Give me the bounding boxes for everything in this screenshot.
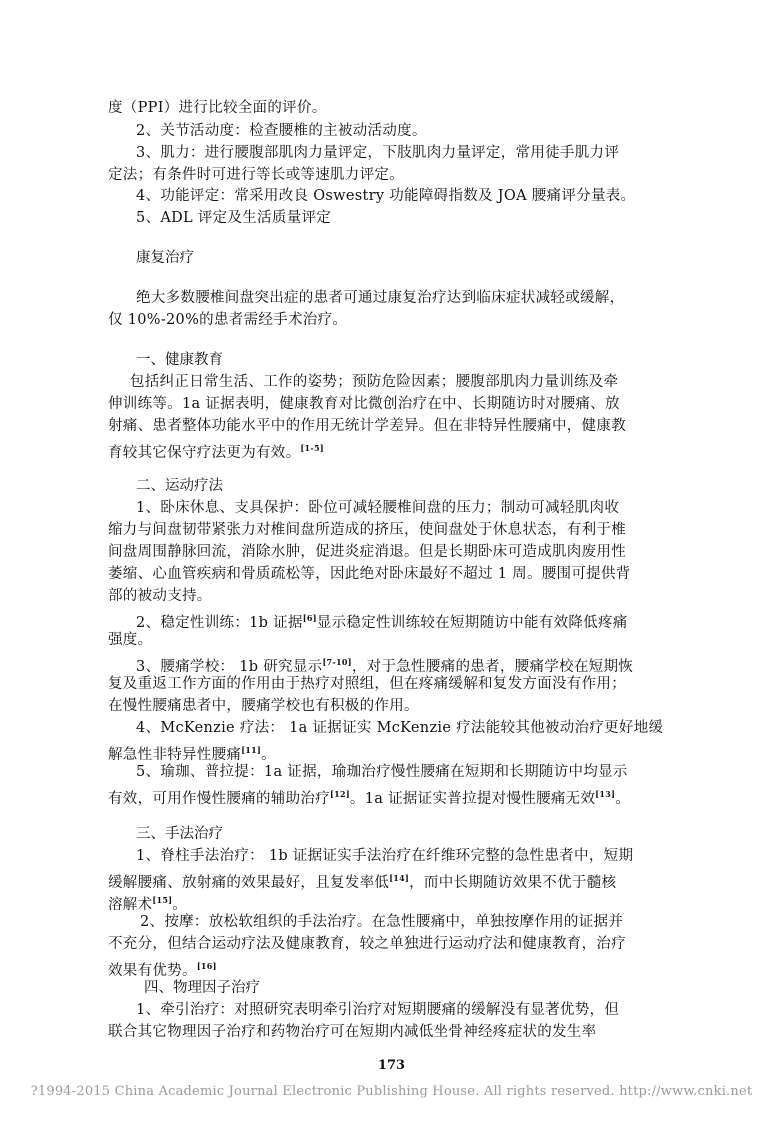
- text-line: 度（PPI）进行比较全面的评价。: [108, 100, 327, 116]
- section-heading-manual-therapy: 三、手法治疗: [136, 826, 223, 842]
- text-line: 1、脊柱手法治疗： 1b 证据证实手法治疗在纤维环完整的急性患者中，短期: [136, 848, 634, 864]
- text-line: 3、肌力：进行腰腹部肌肉力量评定，下肢肌肉力量评定，常用徒手肌力评: [136, 145, 620, 161]
- text-line: 包括纠正日常生活、工作的姿势；预防危险因素；腰腹部肌肉力量训练及牵: [130, 374, 619, 390]
- text-line: 萎缩、心血管疾病和骨质疏松等，因此绝对卧床最好不超过 1 周。腰围可提供背: [108, 566, 631, 582]
- page-number: 173: [377, 1058, 406, 1073]
- text-span: 解急性非特异性腰痛: [108, 747, 242, 763]
- section-heading-exercise-therapy: 二、运动疗法: [136, 478, 223, 494]
- text-line: 仅 10%-20%的患者需经手术治疗。: [108, 312, 348, 328]
- citation: [7-10]: [322, 657, 352, 667]
- text-span: 3、腰痛学校： 1b 研究显示: [136, 659, 323, 675]
- text-line: 强度。: [108, 632, 153, 648]
- text-line: 复及重返工作方面的作用由于热疗对照组，但在疼痛缓解和复发方面没有作用；: [108, 676, 626, 692]
- text-span: 溶解术: [108, 897, 153, 913]
- text-span: ，对于急性腰痛的患者，腰痛学校在短期恢: [351, 659, 634, 675]
- text-span: 。: [172, 897, 188, 913]
- citation: [14]: [389, 873, 410, 883]
- text-line: [108, 784, 668, 810]
- text-span: 显示稳定性训练较在短期随访中能有效降低疼痛: [316, 615, 628, 631]
- citation: [6]: [302, 613, 317, 623]
- text-span: 2、稳定性训练：1b 证据: [136, 615, 303, 631]
- text-line: 定法；有条件时可进行等长或等速肌力评定。: [108, 167, 404, 183]
- text-line: 在慢性腰痛患者中，腰痛学校也有积极的作用。: [108, 698, 419, 714]
- section-heading-physical-factor-therapy: 四、物理因子治疗: [144, 980, 260, 996]
- text-line: [108, 438, 668, 464]
- citation: [13]: [595, 789, 616, 799]
- text-span: 有效，可用作慢性腰痛的辅助治疗: [108, 791, 330, 807]
- text-span: ，而中长期随访效果不优于髓核: [409, 875, 617, 891]
- text-line: 2、关节活动度：检查腰椎的主被动活动度。: [136, 123, 427, 139]
- copyright-footer: ?1994-2015 China Academic Journal Electronic Publishing House. All rights reserved. http://www.cnki.net: [30, 1084, 753, 1099]
- text-line: 1、牵引治疗：对照研究表明牵引治疗对短期腰痛的缓解没有显著优势，但: [136, 1002, 620, 1018]
- text-span: 。: [615, 791, 631, 807]
- text-span: 效果有优势。: [108, 963, 197, 979]
- text-line: 间盘周围静脉回流，消除水肿，促进炎症消退。但是长期卧床可造成肌肉废用性: [108, 544, 626, 560]
- section-heading-rehab: 康复治疗: [136, 250, 194, 266]
- citation: [1-5]: [300, 443, 324, 453]
- text-line: 2、按摩：放松软组织的手法治疗。在急性腰痛中，单独按摩作用的证据并: [140, 914, 624, 930]
- text-line: 1、卧床休息、支具保护：卧位可减轻腰椎间盘的压力；制动可减轻肌肉收: [136, 500, 620, 516]
- text-line: 射痛、患者整体功能水平中的作用无统计学差异。但在非特异性腰痛中，健康教: [108, 418, 626, 434]
- text-line: 4、功能评定：常采用改良 Oswestry 功能障碍指数及 JOA 腰痛评分量表。: [136, 188, 636, 204]
- text-line: 5、瑜珈、普拉提：1a 证据，瑜珈治疗慢性腰痛在短期和长期随访中均显示: [136, 764, 628, 780]
- text-line: 部的被动支持。: [108, 588, 212, 604]
- text-span: 缓解腰痛、放射痛的效果最好，且复发率低: [108, 875, 390, 891]
- text-line: 伸训练等。1a 证据表明，健康教育对比微创治疗在中、长期随访时对腰痛、放: [108, 396, 620, 412]
- text-line: 不充分，但结合运动疗法及健康教育，较之单独进行运动疗法和健康教育，治疗: [108, 936, 626, 952]
- text-span: 。1a 证据证实普拉提对慢性腰痛无效: [349, 791, 596, 807]
- text-line: 缩力与间盘韧带紧张力对椎间盘所造成的挤压，使间盘处于休息状态，有利于椎: [108, 522, 626, 538]
- text-span: 。: [261, 747, 276, 763]
- text-line: 联合其它物理因子治疗和药物治疗可在短期内减低坐骨神经疼症状的发生率: [108, 1024, 597, 1040]
- text-line: 5、ADL 评定及生活质量评定: [136, 210, 332, 226]
- citation: [12]: [330, 789, 350, 799]
- citation: [11]: [241, 745, 262, 755]
- section-heading-health-education: 一、健康教育: [136, 352, 223, 368]
- citation: [16]: [196, 961, 217, 971]
- citation: [15]: [152, 895, 173, 905]
- text-span: 育较其它保守疗法更为有效。: [108, 445, 301, 461]
- text-line: 绝大多数腰椎间盘突出症的患者可通过康复治疗达到临床症状减轻或缓解，: [136, 290, 625, 306]
- text-line: 4、McKenzie 疗法： 1a 证据证实 McKenzie 疗法能较其他被动治疗更好地缓: [136, 720, 664, 736]
